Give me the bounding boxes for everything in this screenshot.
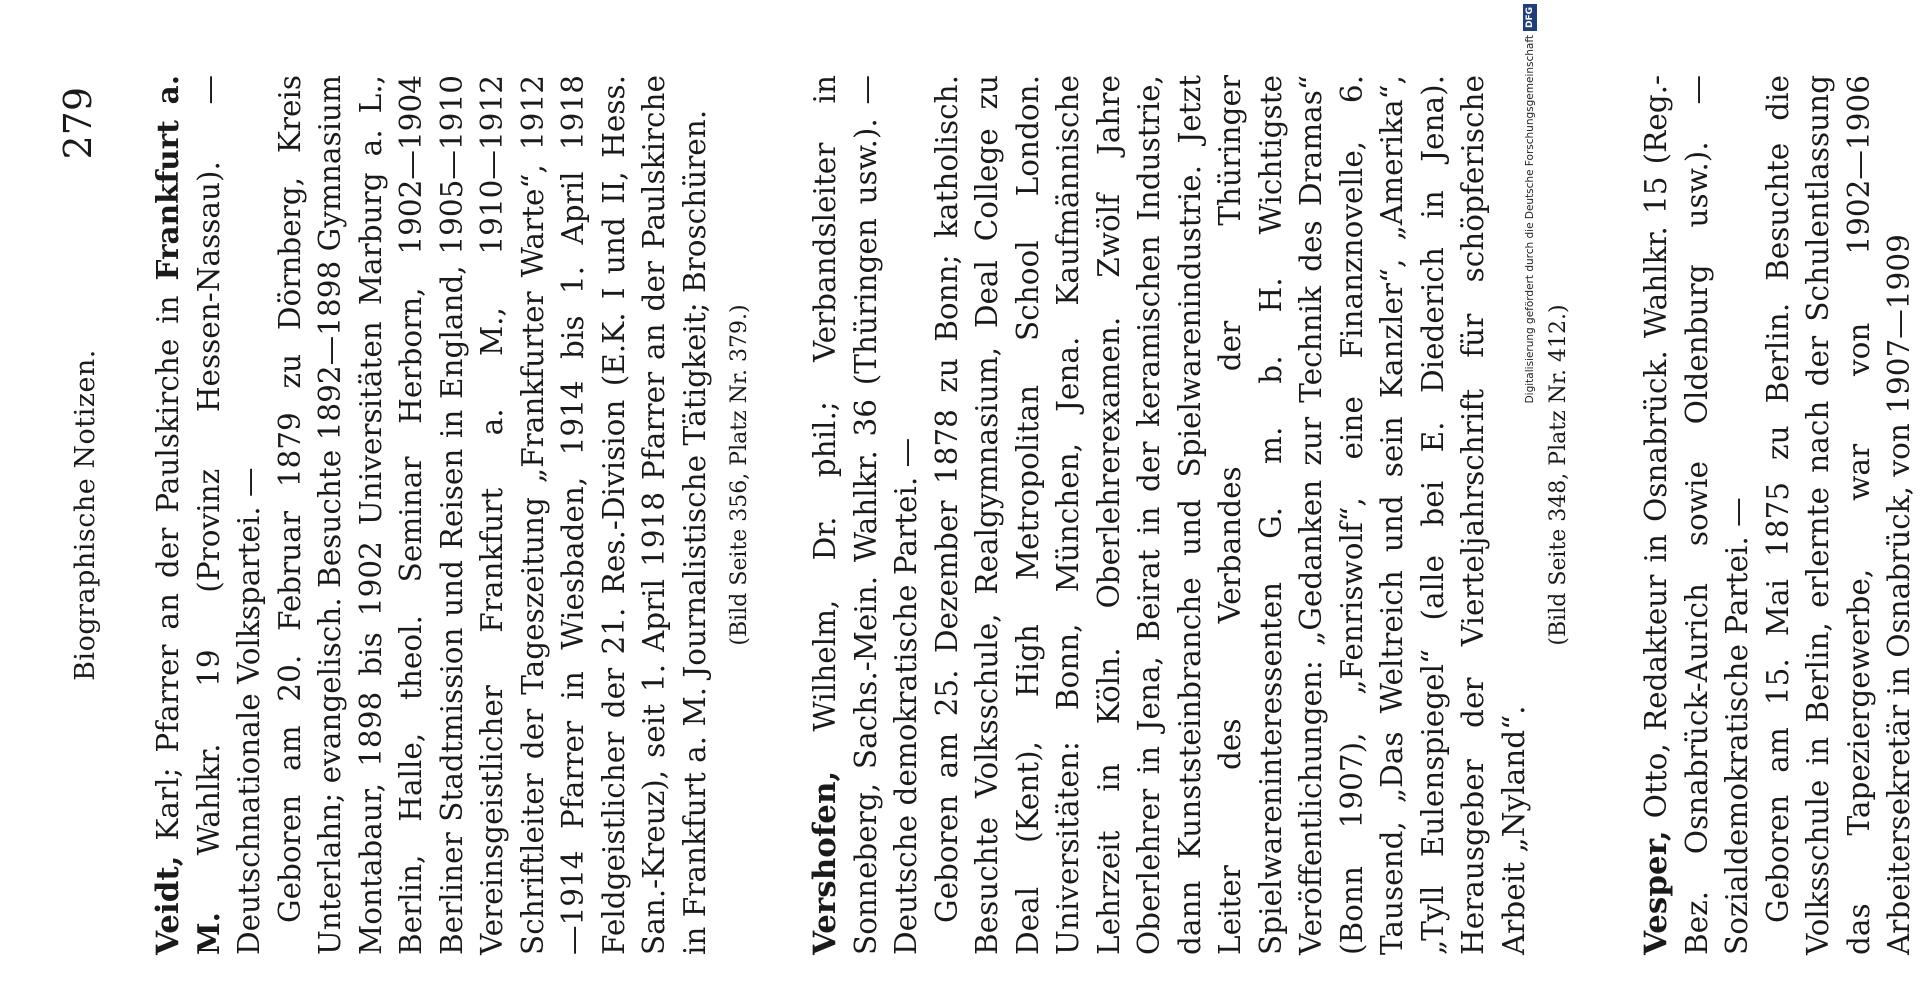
entry-caption: (Bild Seite 348, Platz Nr. 412.) (1546, 304, 1571, 646)
body-text (148, 75, 1920, 955)
entry-vershofen (805, 75, 1574, 955)
entry-city: Frankfurt a. M. (150, 75, 226, 955)
digitization-notice (1522, 4, 1538, 994)
entry-heading (805, 75, 927, 955)
dfg-logo: DFG (1523, 4, 1537, 31)
entry-veidt (148, 75, 755, 955)
entry-intro: Otto, Redakteur in Osnabrück. Wahlkr. 15 (Reg.-Bez. Osnabrück-Aurich sowie Oldenburg usw.). — Sozialdemokratische Partei. — (1639, 75, 1754, 955)
entry-name: Veidt, (150, 855, 186, 955)
entry-biography: Geboren am 15. Mai 1875 zu Berlin. Besuchte die Volksschule in Berlin, erlernte nach der Schulentlassung das Tapeziergewerbe, war von 1902—1906 Arbeitersekretär in Osnabrück, von 1907—1909 (1760, 75, 1916, 955)
notice-text: Digitalisierung gefördert durch die Deutsche Forschungsgemeinschaft (1524, 35, 1536, 404)
entry-caption: (Bild Seite 356, Platz Nr. 379.) (727, 304, 752, 646)
entry-vesper (1636, 75, 1920, 955)
page-number: 279 (56, 87, 100, 160)
entry-biography: Geboren am 20. Februar 1879 zu Dörnberg, Kreis Unterlahn; evangelisch. Besuchte 1892—1898 Gymnasium Montabaur, 1898 bis 1902 Universitäten Marburg a. L., Berlin, Halle, theol. Seminar Herborn, 1902—1904 Berliner Stadtmission und Reisen in England, 1905—1910 Vereinsgeistlicher Frankfurt a. M., 1910—1912 Schriftleiter der Tageszeitung „Frankfurter Warte“, 1912—1914 Pfarrer in Wiesbaden, 1914 bis 1. April 1918 Feldgeistlicher der 21. Res.-Division (E.K. I und II, Hess. San.-Kreuz), seit 1. April 1918 Pfarrer an der Paulskirche in Frankfurt a. M. Journalistische Tätigkeit; Broschüren. (272, 75, 712, 955)
entry-name: Vesper, (1638, 830, 1674, 955)
page-header (52, 75, 122, 955)
entry-name: Vershofen, (807, 770, 843, 955)
page-title: Biographische Notizen. (70, 349, 101, 681)
entry-biography: Geboren am 25. Dezember 1878 zu Bonn; katholisch. Besuchte Volksschule, Realgymnasium, Deal College zu Deal (Kent), High Metropolitan School London. Universitäten: Bonn, München, Jena. Kaufmännische Lehrzeit in Köln. Oberlehrerexamen. Zwölf Jahre Oberlehrer in Jena, Beirat in der keramischen Industrie, dann Kunststeinbranche und Spielwarenindustrie. Jetzt Leiter des Verbandes der Thüringer Spielwareninteressenten G. m. b. H. Wichtigste Veröffentlichungen: „Gedanken zur Technik des Dramas“ (Bonn 1907), „Fenriswolf“, eine Finanznovelle, 6. Tausend, „Das Weltreich und sein Kanzler“, „Amerika“, „Tyll Eulenspiegel“ (alle bei E. Diederich in Jena). Herausgeber der Vierteljahrschrift für schöpferische Arbeit „Nyland“. (929, 75, 1531, 955)
entry-intro: Wilhelm, Dr. phil.; Verbandsleiter in Sonneberg, Sachs.-Mein. Wahlkr. 36 (Thüringen usw.). — Deutsche demokratische Partei. — (808, 75, 923, 955)
entry-heading (148, 75, 270, 955)
entry-heading (1636, 75, 1758, 955)
entry-constituency: Wahlkr. 19 (Provinz Hessen-Nassau). — Deutschnationale Volkspartei. — (191, 75, 266, 955)
entry-intro: Karl; Pfarrer an der Paulskirche in (151, 280, 185, 856)
